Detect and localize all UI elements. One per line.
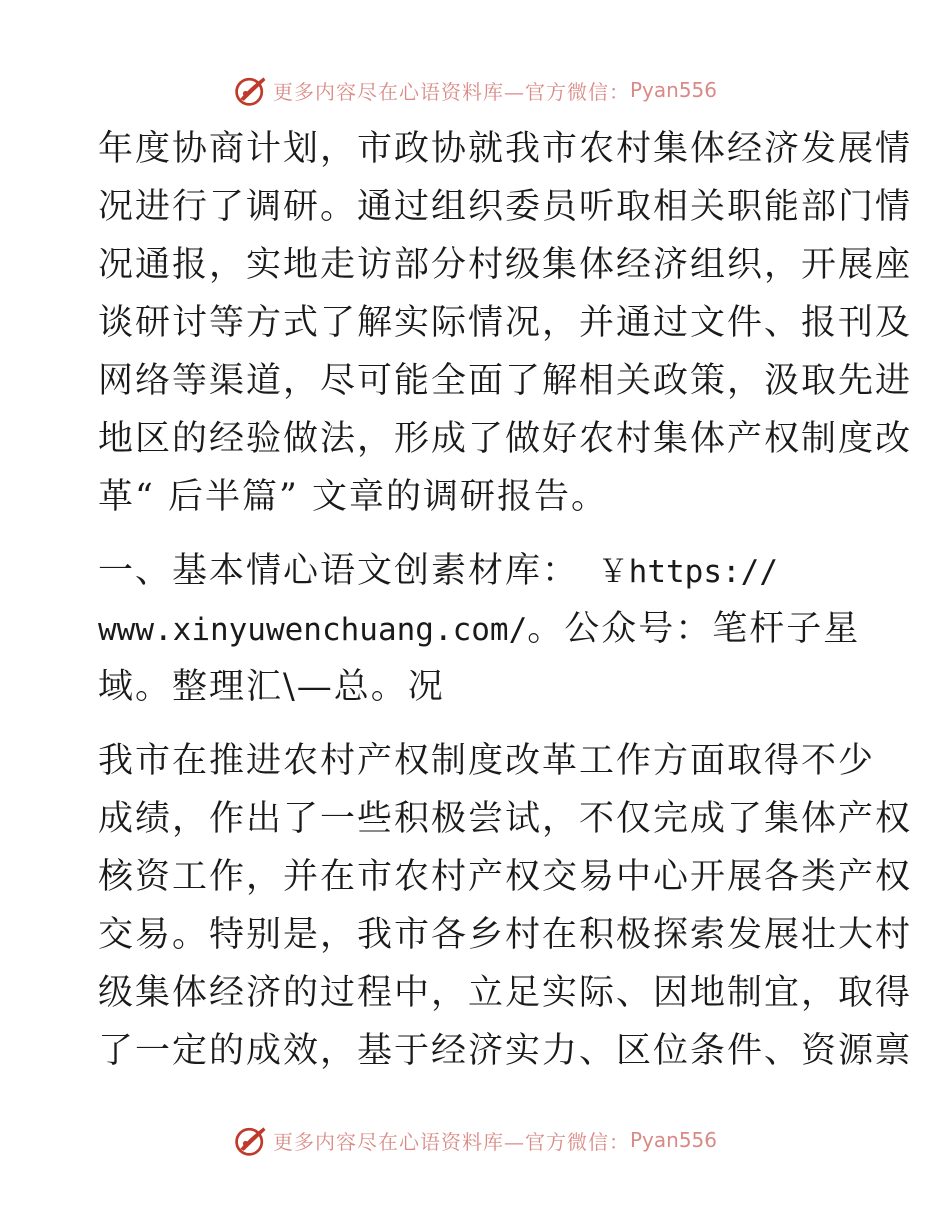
- ink-pen-logo-icon: [233, 1122, 269, 1158]
- section-heading-line-1: [98, 542, 858, 600]
- footer-banner: [0, 1120, 950, 1160]
- paragraph-line: 成绩，作出了一些积极尝试，不仅完成了集体产权: [98, 799, 913, 839]
- paragraph-line: 况进行了调研。通过组织委员听取相关职能部门情: [98, 187, 913, 227]
- paragraph-line: 网络等渠道，尽可能全面了解相关政策，汲取先进: [98, 361, 913, 401]
- document-body: [98, 120, 913, 1080]
- paragraph-line: 交易。特别是，我市各乡村在积极探索发展壮大村: [98, 915, 913, 955]
- section-heading: [98, 542, 861, 716]
- section-heading-line-2: [98, 600, 861, 658]
- paragraph-line: 级集体经济的过程中，立足实际、因地制宜，取得: [98, 973, 913, 1013]
- header-banner-id: Pyan556: [629, 78, 717, 102]
- paragraph-line: 谈研讨等方式了解实际情况，并通过文件、报刊及: [98, 303, 913, 343]
- paragraph-line: 我市在推进农村产权制度改革工作方面取得不少: [98, 741, 876, 781]
- footer-banner-id: Pyan556: [629, 1128, 717, 1152]
- paragraph-line: 地区的经验做法，形成了做好农村集体产权制度改: [98, 419, 913, 459]
- paragraph-line: 况通报，实地走访部分村级集体经济组织，开展座: [98, 245, 913, 285]
- source-url-part-2: www.xinyuwenchuang.com/: [98, 612, 528, 648]
- paragraph-line: 核资工作，并在市农村产权交易中心开展各类产权: [98, 857, 913, 897]
- paragraph-line: 革“ 后半篇” 文章的调研报告。: [98, 477, 609, 517]
- footer-banner-text: 更多内容尽在心语资料库—官方微信：: [272, 1129, 630, 1154]
- paragraph-1: [98, 120, 913, 526]
- ink-pen-logo-icon: [233, 72, 269, 108]
- section-heading-line-3: 域。整理汇\—总。况: [98, 667, 445, 707]
- paragraph-2: [98, 732, 913, 1080]
- paragraph-line: 了一定的成效，基于经济实力、区位条件、资源禀: [98, 1031, 913, 1071]
- section-heading-prefix: 一、基本情心语文创素材库：: [98, 551, 580, 591]
- header-banner: [0, 70, 950, 110]
- header-banner-text: 更多内容尽在心语资料库—官方微信：: [272, 79, 630, 104]
- source-url-part-1: ￥https://: [579, 554, 778, 590]
- section-heading-suffix: 。公众号：笔杆子星: [527, 609, 861, 649]
- paragraph-line: 年度协商计划，市政协就我市农村集体经济发展情: [98, 129, 913, 169]
